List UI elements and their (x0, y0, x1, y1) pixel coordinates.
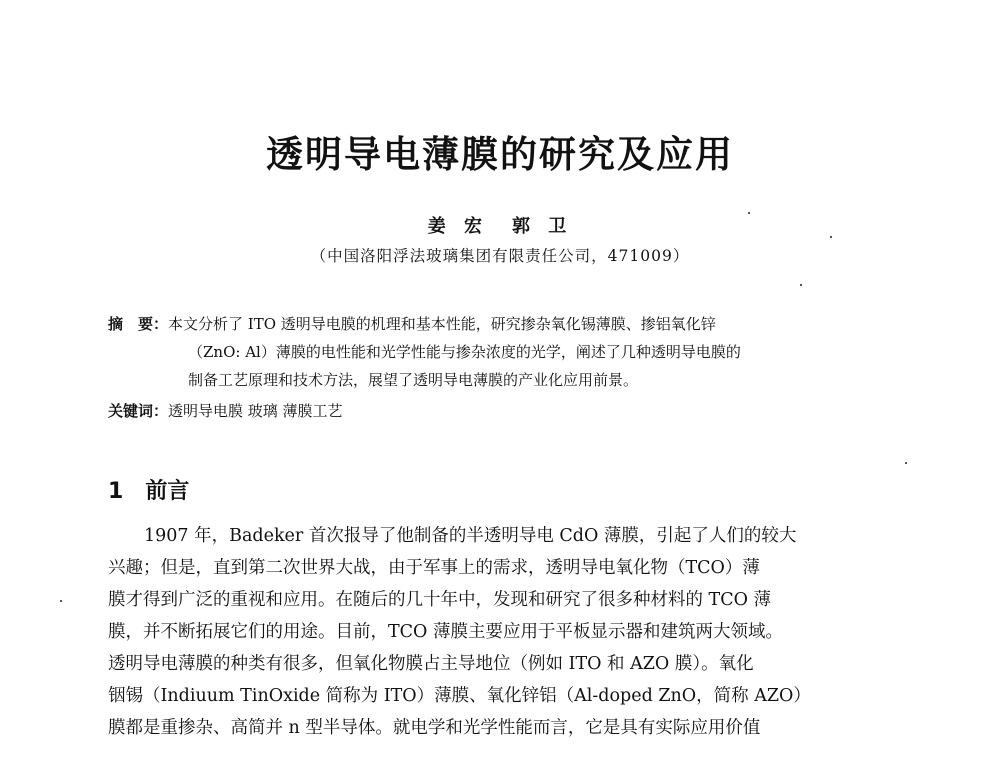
abstract-text: 本文分析了 ITO 透明导电膜的机理和基本性能，研究掺杂氧化锡薄膜、掺铝氧化锌 (168, 315, 716, 333)
scan-speck (830, 236, 832, 238)
abstract-line (108, 310, 898, 338)
abstract-text: 制备工艺原理和技术方法，展望了透明导电薄膜的产业化应用前景。 (188, 371, 639, 389)
keywords-text: 透明导电膜 玻璃 薄膜工艺 (168, 402, 343, 420)
body-line: 铟锡（Indiuum TinOxide 简称为 ITO）薄膜、氧化锌铝（Al-doped ZnO，简称 AZO） (108, 686, 811, 706)
abstract-line (108, 366, 898, 394)
abstract-block (108, 310, 898, 394)
keywords-block (108, 400, 343, 421)
scan-speck (748, 212, 750, 214)
section-number: 1 (108, 479, 124, 504)
paper-title: 透明导电薄膜的研究及应用 (266, 133, 734, 176)
author-affiliation: （中国洛阳浮法玻璃集团有限责任公司，471009） (310, 247, 690, 265)
body-paragraph (108, 520, 886, 744)
section-heading (108, 474, 189, 505)
scan-speck (60, 600, 62, 602)
body-line: 兴趣；但是，直到第二次世界大战，由于军事上的需求，透明导电氧化物（TCO）薄 (108, 558, 760, 578)
keywords-label: 关键词： (108, 402, 169, 420)
body-line: 透明导电薄膜的种类有很多，但氧化物膜占主导地位（例如 ITO 和 AZO 膜）。氧化 (108, 654, 754, 674)
body-line: 膜，并不断拓展它们的用途。目前，TCO 薄膜主要应用于平板显示器和建筑两大领域。 (108, 622, 783, 642)
section-title: 前言 (145, 479, 190, 504)
scan-speck (800, 284, 802, 286)
scan-speck (905, 462, 907, 464)
abstract-text: （ZnO: Al）薄膜的电性能和光学性能与掺杂浓度的光学，阐述了几种透明导电膜的 (188, 343, 741, 361)
paper-authors: 姜 宏 郭 卫 (427, 216, 573, 237)
body-line: 膜都是重掺杂、高简并 n 型半导体。就电学和光学性能而言，它是具有实际应用价值 (108, 718, 761, 738)
body-line: 1907 年，Badeker 首次报导了他制备的半透明导电 CdO 薄膜，引起了人们的较大 (144, 526, 797, 546)
body-line: 膜才得到广泛的重视和应用。在随后的几十年中，发现和研究了很多种材料的 TCO 薄 (108, 590, 772, 610)
abstract-label: 摘 要： (108, 315, 169, 333)
abstract-line (108, 338, 898, 366)
